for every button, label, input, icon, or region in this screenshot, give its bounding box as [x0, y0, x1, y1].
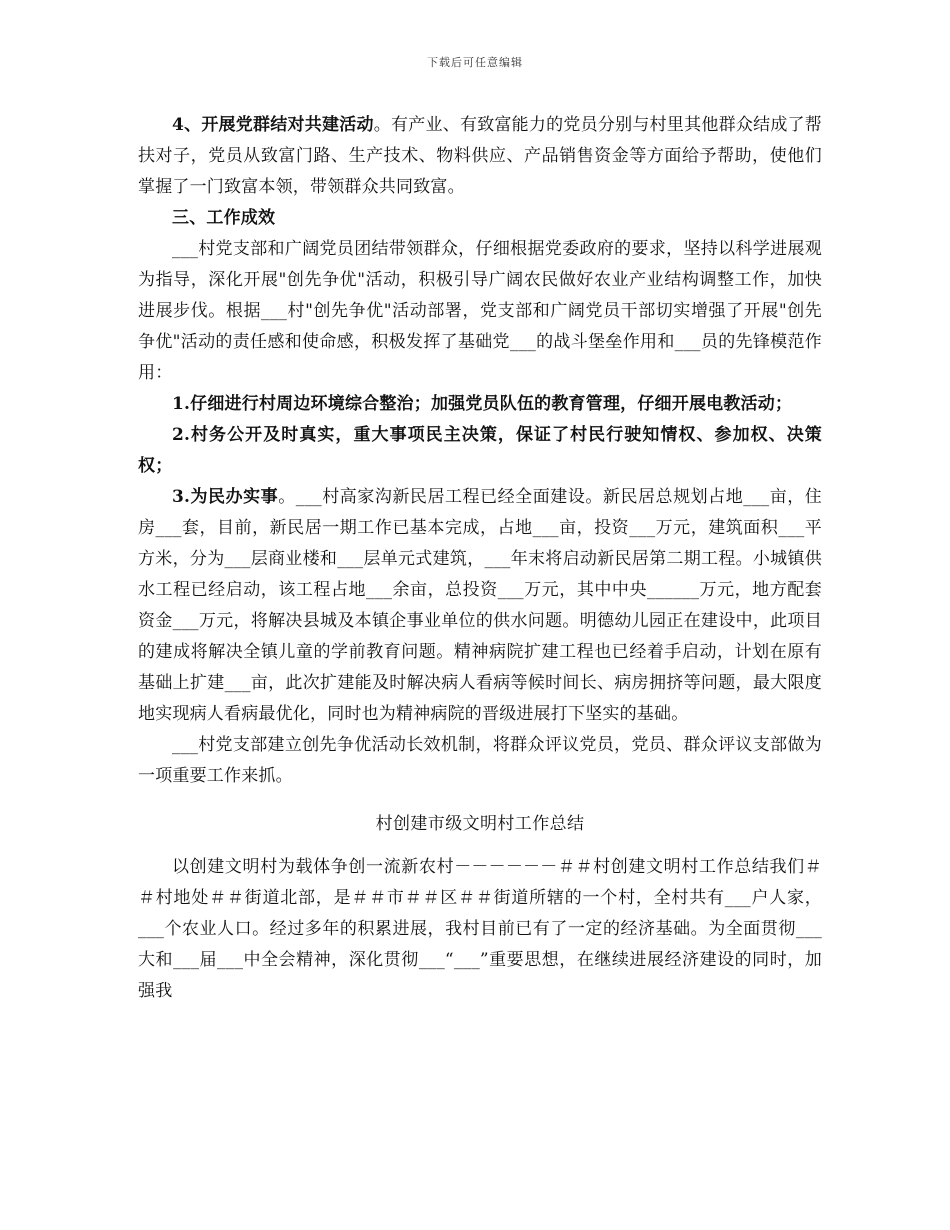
list-item-2: 2.村务公开及时真实，重大事项民主决策，保证了村民行驶知情权、参加权、决策权； — [138, 425, 822, 476]
paragraph-text: 。有产业、有致富能力的党员分别与村里其他群众结成了帮扶对子，党员从致富门路、生产技术、物料供应、产品销售资金等方面给予帮助，使他们掌握了一门致富本领，带领群众共同致富。 — [138, 115, 823, 197]
document-body — [138, 110, 822, 1007]
paragraph-party-pairing — [138, 110, 822, 203]
paragraph-results-intro: ___村党支部和广阔党员团结带领群众，仔细根据党委政府的要求，坚持以科学进展观为指导，深化开展"创先争优"活动，积极引导广阔农民做好农业产业结构调整工作，加快进展步伐。根据___村"创先争优"活动部署，党支部和广阔党员干部切实增强了开展"创先争优"活动的责任感和使命感，积极发挥了基础党___的战斗堡垒作用和___员的先锋模范作用： — [138, 239, 822, 383]
page-header: 下载后可任意编辑 — [427, 56, 523, 69]
list-item-3-lead: 3.为民办实事 — [172, 487, 279, 507]
list-item-3 — [138, 482, 822, 730]
paragraph-lead-bold: 4、开展党群结对共建活动 — [172, 115, 374, 135]
section-heading-results: 三、工作成效 — [172, 208, 276, 228]
list-item-3-text: 。___村高家沟新民居工程已经全面建设。新民居总规划占地___亩，住房___套，目前，新民居一期工作已基本完成，占地___亩，投资___万元，建筑面积___平方米，分为___层商业楼和___层单元式建筑，___年末将启动新民居第二期工程。小城镇供水工程已经启动，该工程占地___余亩，总投资___万元，其中中央______万元，地方配套资金___万元，将解决县城及本镇企事业单位的供水问题。明德幼儿园正在建设中，此项目的建成将解决全镇儿童的学前教育问题。精神病院扩建工程也已经着手启动，计划在原有基础上扩建___亩，此次扩建能及时解决病人看病等候时间长、病房拥挤等问题，最大限度地实现病人看病最优化，同时也为精神病院的晋级进展打下坚实的基础。 — [138, 487, 822, 724]
paragraph-mechanism: ___村党支部建立创先争优活动长效机制，将群众评议党员，党员、群众评议支部做为一项重要工作来抓。 — [138, 735, 822, 786]
paragraph-summary-intro: 以创建文明村为载体争创一流新农村－－－－－－＃＃村创建文明村工作总结我们＃＃村地处＃＃街道北部，是＃＃市＃＃区＃＃街道所辖的一个村，全村共有___户人家，___个农业人口。经过多年的积累进展，我村目前已有了一定的经济基础。为全面贯彻___大和___届___中全会精神，深化贯彻___“___”重要思想，在继续进展经济建设的同时，加强我 — [138, 857, 822, 1001]
list-item-1: 1.仔细进行村周边环境综合整治；加强党员队伍的教育管理，仔细开展电教活动； — [172, 394, 793, 414]
article-title: 村创建市级文明村工作总结 — [375, 814, 585, 834]
